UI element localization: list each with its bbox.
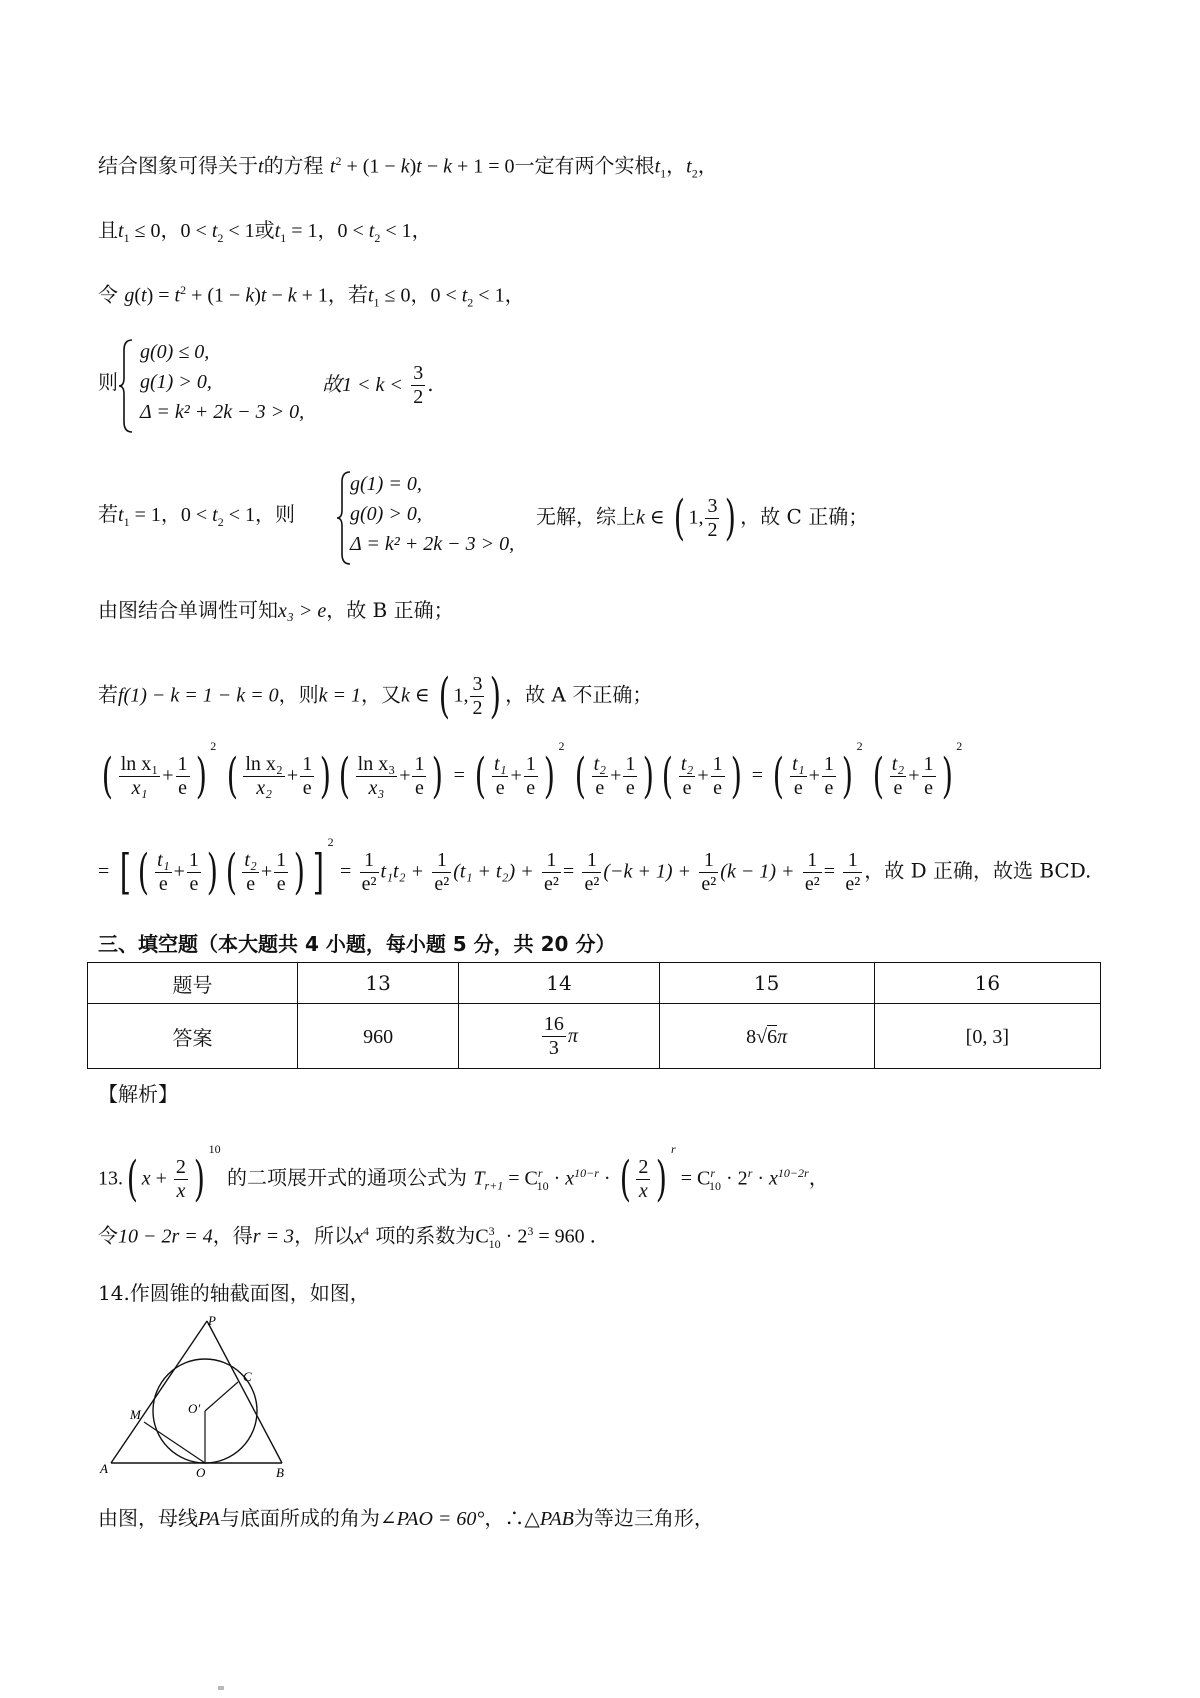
label-b: B bbox=[276, 1465, 284, 1480]
text: 令 bbox=[98, 282, 118, 307]
q13-line: 13.( x + $\frac{2}{x}$ )$^{10}$ 的二项展开式的通项公式为 $T_{r+1} = C^r_{10} \cdot x^{10-r}$ · ( $\frac{2}{x}$ )$^r = C^r_{10} \cdot 2^r \cdot x^{10-2r}$， bbox=[98, 1141, 829, 1207]
answer-table bbox=[87, 962, 1101, 1069]
equation-line: g(1) > 0, bbox=[140, 371, 212, 393]
q14b-line: 由图，母线PA与底面所成的角为∠PAO = 60°，∴△PAB为等边三角形， bbox=[98, 1506, 714, 1530]
table-cell: [0, 3] bbox=[874, 1004, 1100, 1069]
left-brace bbox=[118, 338, 134, 434]
edge-pa bbox=[111, 1321, 207, 1463]
paragraph-a-incorrect: 若f(1) − k = 1 − k = 0，则k = 1，又k ∈ ( 1, $\frac{3}{2}$ ) ，故 A 不正确； bbox=[98, 668, 653, 724]
equation-1: ( $\frac{\text{ln x₁}}{\text{x₁}}$ + $\frac{1}{e}$ )$^2$ ( $\frac{\text{ln x₂}}{\text{x₂}}$ + $\frac{1}{e}$ ) ( $\frac{\text{ln x₃}}{\text{x₃}}$ + $\frac{1}{e}$ ) = ( $\frac{\text{t₁}}{e}$ + $\frac{1}{e}$ )$^2$ ( $\frac{\text{t₂}}{e}$ + $\frac{1}{e}$ ) ( $\frac{\text{t₂}}{e}$ + $\frac{1}{e}$ ) = ( $\frac{\text{t₁}}{e}$ + $\frac{1}{e}$ )$^2$ ( $\frac{\text{t₂}}{e}$ + $\frac{1}{e}$ )$^2$ bbox=[101, 738, 963, 804]
label-p: P bbox=[208, 1315, 216, 1328]
table-header-cell: 16 bbox=[874, 963, 1100, 1004]
segment-mo bbox=[144, 1422, 205, 1463]
label-m: M bbox=[130, 1407, 141, 1422]
equation-line: g(1) = 0, bbox=[350, 473, 422, 495]
equation-line: Δ = k² + 2k − 3 > 0, bbox=[140, 401, 305, 423]
label-o: O bbox=[196, 1465, 206, 1480]
paragraph-define-g: 令 $g(t) = t^2 + (1 - k)t - k + 1$，若$t_1 \le 0$，$0 < t_2 < 1$， bbox=[98, 282, 525, 310]
text: 一定有两个实根 bbox=[514, 153, 655, 178]
radius-oc bbox=[205, 1382, 238, 1411]
text: 结合图象可得关于 bbox=[98, 153, 258, 178]
result-1: 故1 < k < $\frac{3}{2}$ . bbox=[322, 362, 434, 408]
paragraph-conditions: 且$t_1 \le 0$，$0 < t_2 < 1$或$t_1 = 1$，$0 < t_2 < 1$， bbox=[98, 218, 432, 245]
q14-line: 14.作圆锥的轴截面图，如图， bbox=[98, 1281, 370, 1305]
section-heading: 三、填空题（本大题共 4 小题，每小题 5 分，共 20 分） bbox=[98, 932, 616, 956]
cone-cross-section-figure bbox=[96, 1315, 296, 1480]
text: 则 bbox=[98, 370, 118, 394]
table-header-cell: 13 bbox=[298, 963, 459, 1004]
table-header-cell: 题号 bbox=[88, 963, 298, 1004]
edge-pb bbox=[207, 1321, 282, 1463]
table-header-cell: 15 bbox=[659, 963, 874, 1004]
table-cell: 8√6π bbox=[659, 1004, 874, 1069]
label-c: C bbox=[243, 1369, 252, 1384]
text: 若$t_1 = 1$，$0 < t_2 < 1$，则 bbox=[98, 502, 295, 529]
table-cell: 答案 bbox=[88, 1004, 298, 1069]
equation-line: g(0) ≤ 0, bbox=[140, 341, 210, 363]
table-cell: 960 bbox=[298, 1004, 459, 1069]
page-mark bbox=[218, 1686, 224, 1690]
table-row bbox=[88, 1004, 1101, 1069]
text: 且 bbox=[98, 218, 118, 242]
text: 无解，综上k ∈ ( 1, $\frac{3}{2}$ ) ，故 C 正确； bbox=[536, 490, 869, 546]
table-cell: $\frac{16}{3}$ π bbox=[459, 1004, 659, 1069]
label-a: A bbox=[100, 1461, 108, 1476]
equation-line: Δ = k² + 2k − 3 > 0, bbox=[350, 533, 515, 555]
label-o-prime: O′ bbox=[188, 1401, 201, 1416]
table-header-cell: 14 bbox=[459, 963, 659, 1004]
analysis-label: 【解析】 bbox=[98, 1082, 178, 1106]
paragraph-b-correct: 由图结合单调性可知x₃ > e，故 B 正确； bbox=[98, 598, 454, 622]
q13b-line: 令10 − 2r = 4，得r = 3，所以$x^4$ 项的系数为$C^3_{10} \cdot 2^3 = 960$ . bbox=[98, 1223, 596, 1251]
table-row bbox=[88, 963, 1101, 1004]
equation-2: = [ ( $\frac{\text{t₁}}{e}$ + $\frac{1}{e}$ ) ( $\frac{\text{t₂}}{e}$ + $\frac{1}{e}$ ) ]$^2$ = $\frac{1}{\text{e²}}$ t₁t₂ + $\frac{1}{\text{e²}}$ (t₁ + t₂) + $\frac{1}{\text{e²}}$ = $\frac{1}{\text{e²}}$ (−k + 1) + $\frac{1}{\text{e²}}$ (k − 1) + $\frac{1}{\text{e²}}$ = $\frac{1}{\text{e²}}$ ，故 D 正确，故选 BCD. bbox=[98, 834, 1092, 900]
text: 的方程 bbox=[263, 153, 324, 178]
paragraph-roots: 结合图象可得关于t的方程 $t^2 + (1 - k)t - k + 1 = 0$一定有两个实根$t_1$，$t_2$， bbox=[98, 153, 718, 181]
equation-line: g(0) > 0, bbox=[350, 503, 422, 525]
